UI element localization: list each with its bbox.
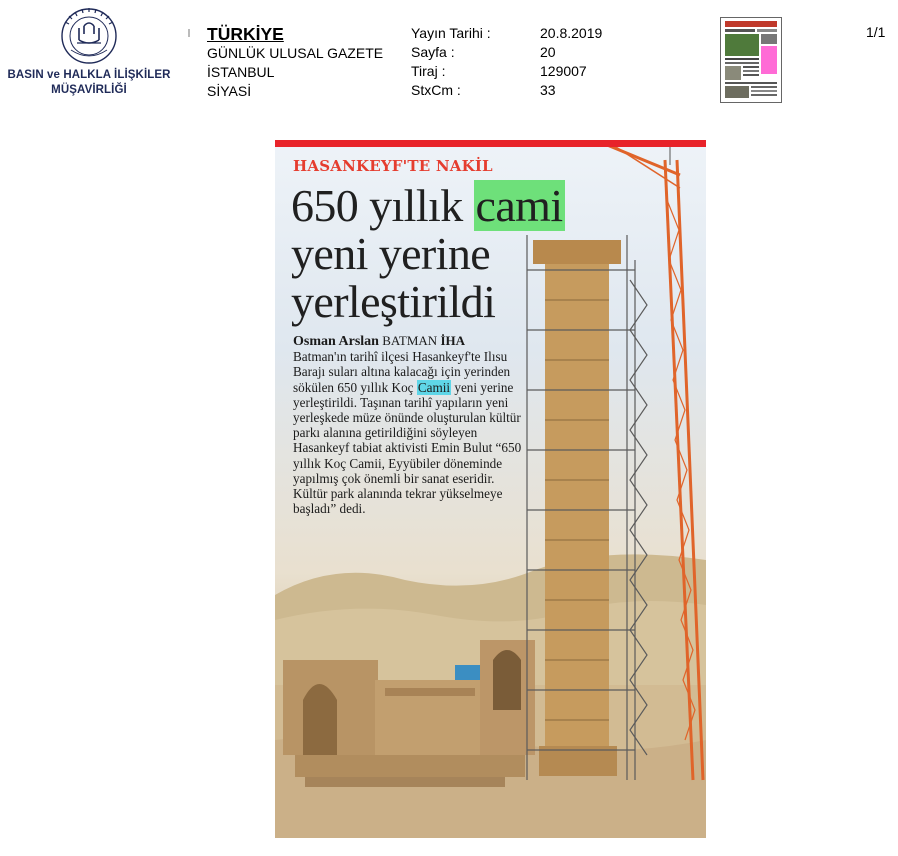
publication-category: SİYASİ: [207, 83, 252, 99]
page-thumbnail[interactable]: [720, 17, 782, 103]
byline-city: BATMAN: [382, 333, 438, 348]
byline-source: İHA: [440, 333, 466, 348]
publication-info: [207, 24, 383, 101]
article-kicker: HASANKEYF'TE NAKİL: [293, 157, 493, 175]
publication-type: GÜNLÜK ULUSAL GAZETE: [207, 45, 384, 61]
org-name-line1: BASIN ve HALKLA İLİŞKİLER: [7, 69, 171, 81]
divider-mark: [188, 29, 190, 37]
date-value: 20.8.2019: [540, 25, 603, 41]
article-body: [293, 333, 523, 516]
body-highlight: Camii: [417, 379, 451, 395]
org-name-line2: MÜŞAVİRLİĞİ: [51, 84, 127, 96]
body-text-part1: Batman'ın tarihî ilçesi Hasankeyf'te Ilısu Barajı suları altına kalacağı için yerinden sökülen 650 yıllık Koç: [293, 349, 511, 395]
thumbnail-preview-icon: [721, 18, 781, 102]
byline-name: Osman Arslan: [293, 334, 379, 349]
org-logo-block: [0, 6, 178, 98]
headline-highlight: cami: [475, 180, 563, 231]
date-label: Yayın Tarihi :: [411, 25, 491, 41]
page-value: 20: [540, 44, 556, 60]
body-text-part2: yeni yerine yerleştirildi. Taşınan tarihî yapıların yeni yerleşkede müze önünde oluşturulan kültür parkı alanına getirildiğini söyleyen Hasankeyf tabiat aktivisti Emin Bulut “650 yıllık Koç Camii, Eyyübiler döneminde yapılmış çok önemli bir sanat eseridir. Kültür park alanında tekrar yükselmeye başladı” dedi.: [293, 379, 522, 517]
article-headline: [291, 182, 565, 326]
headline-line1: [291, 182, 565, 230]
publication-city: İSTANBUL: [207, 64, 275, 80]
red-accent-bar: [275, 140, 706, 147]
meta-labels: [411, 24, 491, 100]
headline-text: 650 yıllık: [291, 180, 474, 231]
headline-line3: yerleştirildi: [291, 276, 496, 327]
size-label: StxCm :: [411, 82, 461, 98]
page-count: 1/1: [866, 24, 886, 40]
meta-values: [540, 24, 602, 100]
circulation-value: 129007: [540, 63, 587, 79]
headline-line2: yeni yerine: [291, 228, 491, 279]
news-clipping: [275, 140, 706, 838]
circulation-label: Tiraj :: [411, 63, 446, 79]
size-value: 33: [540, 82, 556, 98]
publication-name: TÜRKİYE: [207, 24, 284, 44]
page-label: Sayfa :: [411, 44, 455, 60]
diyanet-logo-icon: [57, 6, 121, 68]
